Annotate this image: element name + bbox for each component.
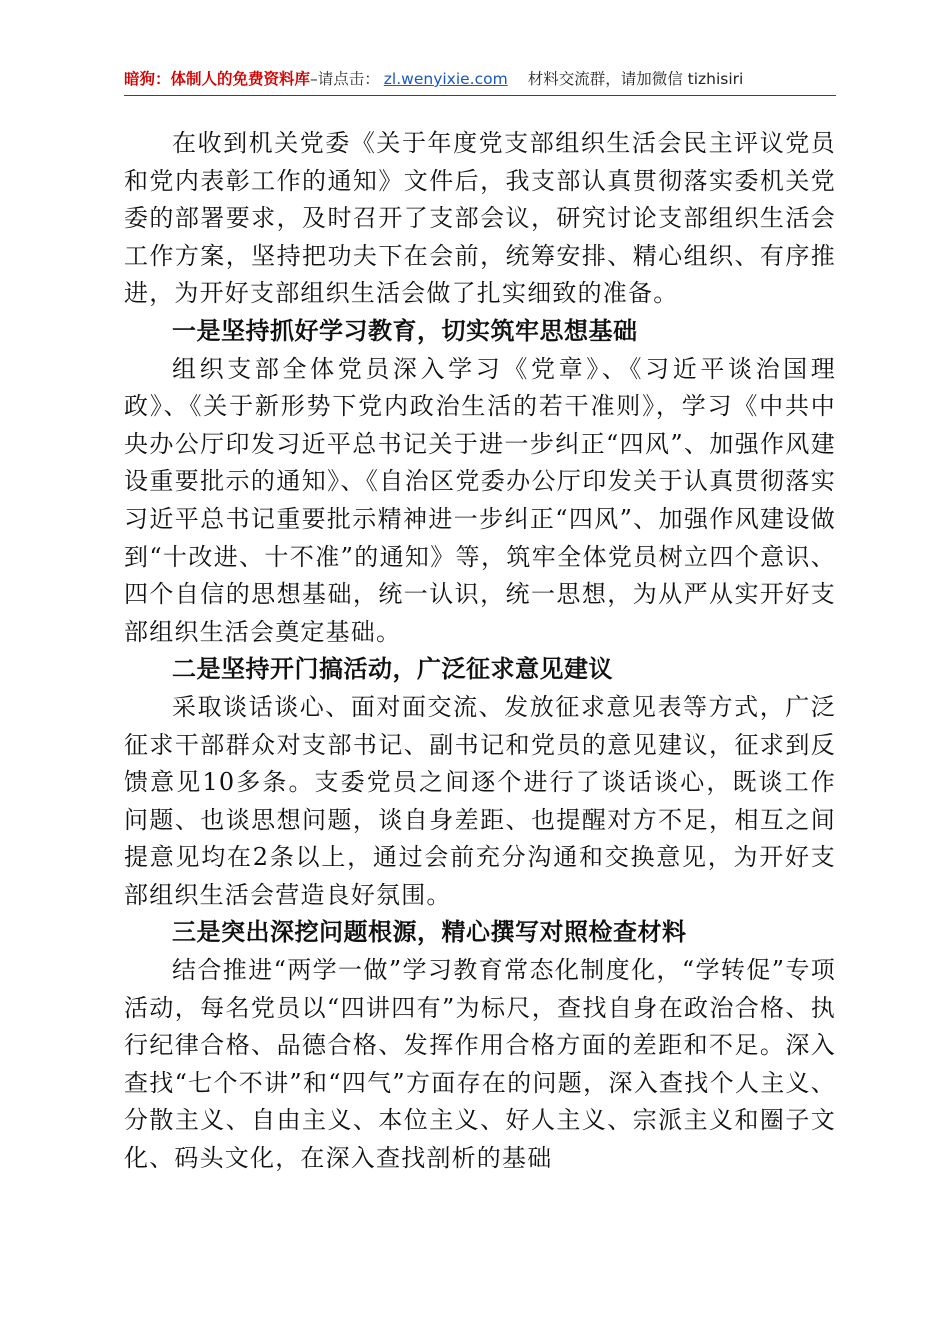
page-header (124, 66, 836, 96)
section-paragraph-1: 组织支部全体党员深入学习《党章》、《习近平谈治国理政》、《关于新形势下党内政治生活的若干准则》，学习《中共中央办公厅印发习近平总书记关于进一步纠正“四风”、加强作风建设重要批示的通知》、《自治区党委办公厅印发关于认真贯彻落实习近平总书记重要批示精神进一步纠正“四风”、加强作风建设做到“十改进、十不准”的通知》等，筑牢全体党员树立四个意识、四个自信的思想基础，统一认识，统一思想，为从严从实开好支部组织生活会奠定基础。 (124, 354, 836, 646)
click-prompt: –请点击： (310, 70, 380, 88)
section-heading-2: 二是坚持开门搞活动，广泛征求意见建议 (172, 655, 613, 684)
site-link[interactable]: zl.wenyixie.com (383, 70, 508, 88)
contact-info: 材料交流群，请加微信 tizhisiri (527, 70, 744, 88)
section-heading-3: 三是突出深挖问题根源，精心撰写对照检查材料 (172, 918, 687, 947)
intro-paragraph: 在收到机关党委《关于年度党支部组织生活会民主评议党员和党内表彰工作的通知》文件后，我支部认真贯彻落实委机关党委的部署要求，及时召开了支部会议，研究讨论支部组织生活会工作方案，坚持把功夫下在会前，统筹安排、精心组织、有序推进，为开好支部组织生活会做了扎实细致的准备。 (124, 129, 836, 308)
section-paragraph-2: 采取谈话谈心、面对面交流、发放征求意见表等方式，广泛征求干部群众对支部书记、副书记和党员的意见建议，征求到反馈意见10多条。支委党员之间逐个进行了谈话谈心，既谈工作问题、也谈思想问题，谈自身差距、也提醒对方不足，相互之间提意见均在2条以上，通过会前充分沟通和交换意见，为开好支部组织生活会营造良好氛围。 (124, 692, 836, 909)
document-body (124, 125, 836, 1178)
section-paragraph-3: 结合推进“两学一做”学习教育常态化制度化，“学转促”专项活动，每名党员以“四讲四有”为标尺，查找自身在政治合格、执行纪律合格、品德合格、发挥作用合格方面的差距和不足。深入查找“七个不讲”和“四气”方面存在的问题，深入查找个人主义、分散主义、自由主义、本位主义、好人主义、宗派主义和圈子文化、码头文化，在深入查找剖析的基础 (124, 956, 836, 1173)
section-heading-1: 一是坚持抓好学习教育，切实筑牢思想基础 (172, 316, 638, 345)
site-title: 暗狗：体制人的免费资料库 (124, 70, 311, 88)
